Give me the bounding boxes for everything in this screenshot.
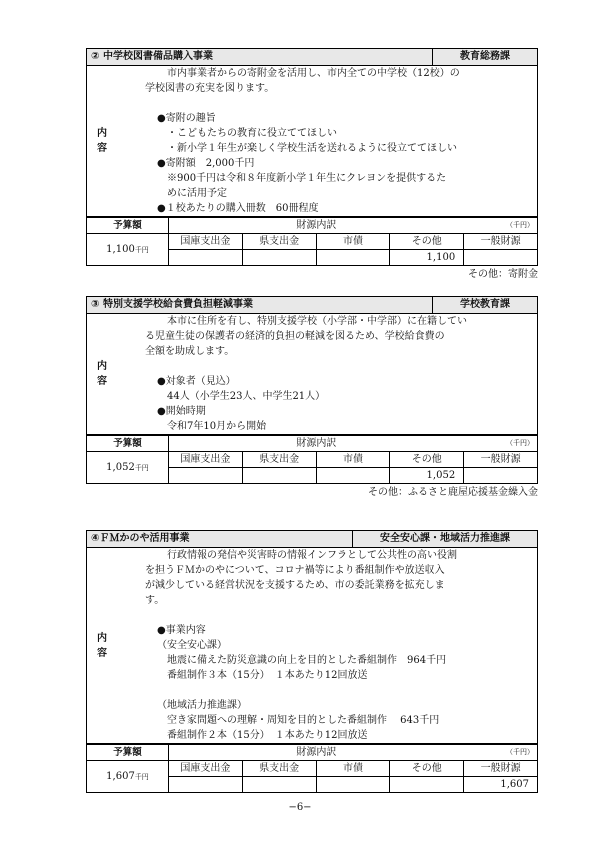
content-line: 本市に住所を有し、特別支援学校（小学部・中学部）に在籍してい <box>167 316 467 327</box>
budget-unit: 千円 <box>134 245 149 254</box>
section-title: ④ＦＭかのや活用事業 <box>91 533 190 544</box>
budget-amount-cell <box>87 452 169 484</box>
section-header <box>86 530 538 548</box>
content-line: が減少している経営状況を支援するため、市の委託業務を拡充しま <box>145 580 445 591</box>
source-header: 一般財源 <box>464 452 538 468</box>
source-header: 市債 <box>316 234 390 250</box>
source-value <box>464 468 538 484</box>
source-header: 国庫支出金 <box>169 761 243 777</box>
budget-table <box>86 743 538 794</box>
funding-note: その他：寄附金 <box>468 269 538 280</box>
content-line: （地域活力推進課） <box>157 700 247 711</box>
department-label: 教育総務課 <box>432 49 537 65</box>
section-header <box>86 48 538 66</box>
content-line: を担うＦＭかのやについて、コロナ禍等により番組制作や放送収入 <box>145 565 445 576</box>
blank-line <box>145 683 531 698</box>
content-line: す。 <box>145 595 165 606</box>
content-line: 空き家問題への理解・周知を目的とした番組制作 643千円 <box>167 715 440 726</box>
content-line: ・新小学１年生が楽しく学校生活を送れるように役立ててほしい <box>167 143 457 154</box>
source-header: 県支出金 <box>242 234 316 250</box>
content-line: ●寄附額 2,000千円 <box>157 158 255 169</box>
content-block <box>86 314 538 434</box>
project-section-school-lunch <box>86 296 538 500</box>
source-value <box>242 468 316 484</box>
section-title: ② 中学校図書備品購入事業 <box>91 51 213 62</box>
content-body <box>145 66 537 216</box>
section-title: ③ 特別支援学校給食費負担軽減事業 <box>91 299 253 310</box>
blank-line <box>145 359 531 374</box>
content-label: 内 容 <box>97 361 137 387</box>
content-line: ●開始時期 <box>157 406 206 417</box>
source-value <box>316 468 390 484</box>
source-header: その他 <box>390 452 464 468</box>
budget-table <box>86 216 538 282</box>
content-line: 令和7年10月から開始 <box>167 421 267 432</box>
budget-label: 予算額 <box>87 436 169 452</box>
source-value <box>169 468 243 484</box>
content-label: 内 容 <box>97 128 137 154</box>
source-header: 県支出金 <box>242 761 316 777</box>
source-value <box>464 250 538 266</box>
budget-label: 予算額 <box>87 745 169 761</box>
budget-table <box>86 434 538 500</box>
source-value: 1,100 <box>390 250 464 266</box>
source-header: 国庫支出金 <box>169 452 243 468</box>
content-line: めに活用予定 <box>167 188 227 199</box>
source-value <box>169 250 243 266</box>
budget-unit: 千円 <box>134 463 149 472</box>
funding-note <box>86 793 538 794</box>
budget-amount: 1,100 <box>106 243 135 255</box>
content-line: （安全安心課） <box>157 640 227 651</box>
content-line: ●寄附の趣旨 <box>157 113 216 124</box>
source-header: 県支出金 <box>242 452 316 468</box>
source-value <box>169 777 243 793</box>
breakdown-label: 財源内訳 <box>169 745 464 761</box>
source-value: 1,607 <box>464 777 538 793</box>
breakdown-unit: （千円） <box>464 745 538 761</box>
content-line: 学校図書の充実を図ります。 <box>145 83 275 94</box>
page-number: −6− <box>288 802 312 813</box>
source-header: 国庫支出金 <box>169 234 243 250</box>
budget-amount: 1,052 <box>106 461 135 473</box>
content-line: ・こどもたちの教育に役立ててほしい <box>167 128 337 139</box>
content-line: ●１校あたりの購入冊数 60冊程度 <box>157 203 319 214</box>
blank-line <box>145 608 531 623</box>
source-value: 1,052 <box>390 468 464 484</box>
source-header: 市債 <box>316 761 390 777</box>
source-value <box>316 777 390 793</box>
breakdown-label: 財源内訳 <box>169 436 464 452</box>
department-label: 安全安心課・地域活力推進課 <box>352 531 537 547</box>
content-line: 行政情報の発信や災害時の情報インフラとして公共性の高い役割 <box>167 550 457 561</box>
content-line: ※900千円は令和８年度新小学１年生にクレヨンを提供するた <box>167 173 447 184</box>
source-header: 一般財源 <box>464 761 538 777</box>
source-value <box>242 777 316 793</box>
section-header <box>86 296 538 314</box>
budget-amount-cell <box>87 761 169 793</box>
project-section-fm-kanoya <box>86 530 538 794</box>
content-line: 地震に備えた防災意識の向上を目的とした番組制作 964千円 <box>167 655 447 666</box>
source-header: 一般財源 <box>464 234 538 250</box>
source-header: その他 <box>390 761 464 777</box>
source-header: 市債 <box>316 452 390 468</box>
breakdown-unit: （千円） <box>464 436 538 452</box>
source-value <box>390 777 464 793</box>
content-line: ●事業内容 <box>157 625 206 636</box>
content-line: 44人（小学生23人、中学生21人） <box>167 391 326 402</box>
content-line: る児童生徒の保護者の経済的負担の軽減を図るため、学校給食費の <box>145 331 445 342</box>
content-line: 全額を助成します。 <box>145 346 235 357</box>
source-value <box>316 250 390 266</box>
content-block <box>86 548 538 743</box>
budget-amount: 1,607 <box>106 770 135 782</box>
source-header: その他 <box>390 234 464 250</box>
funding-note: その他：ふるさと鹿屋応援基金繰入金 <box>368 487 538 498</box>
breakdown-unit: （千円） <box>464 218 538 234</box>
content-label: 内 容 <box>97 632 137 659</box>
budget-amount-cell <box>87 234 169 266</box>
budget-unit: 千円 <box>134 772 149 781</box>
source-value <box>242 250 316 266</box>
content-body <box>145 314 537 434</box>
content-body <box>145 548 537 743</box>
content-line: 市内事業者からの寄附金を活用し、市内全ての中学校（12校）の <box>167 68 460 79</box>
breakdown-label: 財源内訳 <box>169 218 464 234</box>
blank-line <box>145 96 531 111</box>
content-line: 番組制作２本（15分） １本あたり12回放送 <box>167 730 368 741</box>
department-label: 学校教育課 <box>432 297 537 313</box>
budget-label: 予算額 <box>87 218 169 234</box>
project-section-library-books <box>86 48 538 282</box>
content-block <box>86 66 538 216</box>
content-line: 番組制作３本（15分） １本あたり12回放送 <box>167 670 368 681</box>
content-line: ●対象者（見込） <box>157 376 236 387</box>
